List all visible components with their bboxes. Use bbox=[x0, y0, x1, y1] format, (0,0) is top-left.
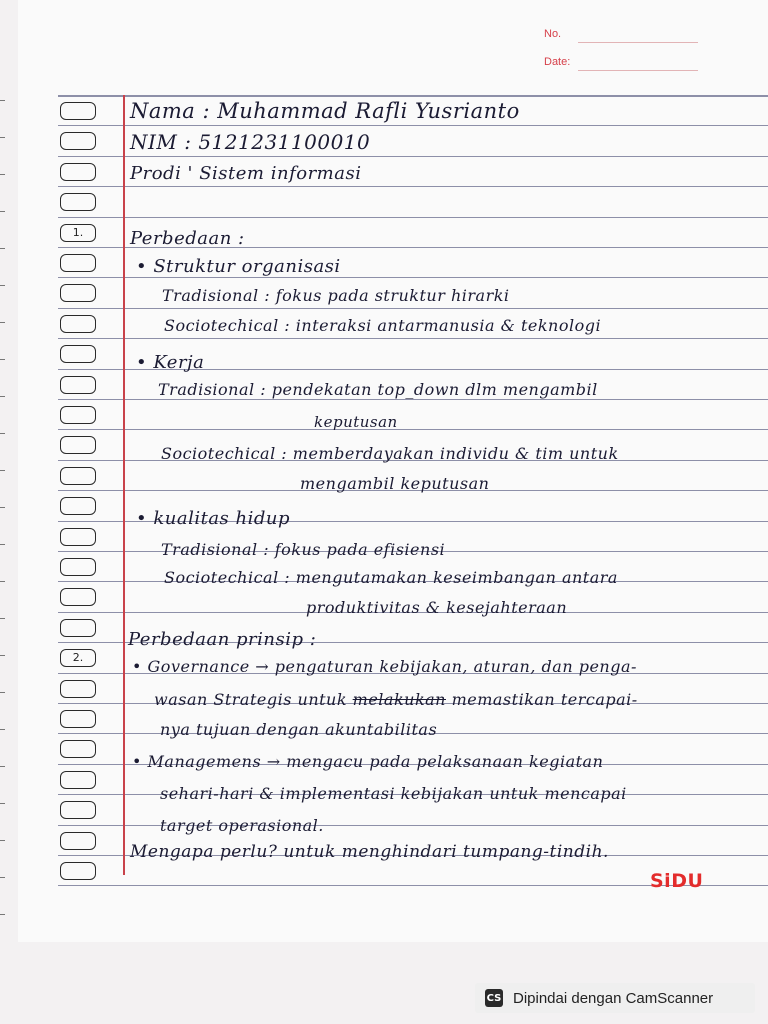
camscanner-text: Dipindai dengan CamScanner bbox=[513, 989, 714, 1007]
no-line bbox=[578, 42, 698, 43]
notebook-page bbox=[18, 0, 768, 942]
camscanner-icon: CS bbox=[485, 989, 503, 1007]
row-checkbox bbox=[60, 832, 96, 850]
top-rule bbox=[58, 95, 768, 97]
row-checkbox bbox=[60, 406, 96, 424]
edge-tick bbox=[0, 137, 5, 138]
governance-line-3: nya tujuan dengan akuntabilitas bbox=[160, 720, 438, 739]
camscanner-watermark bbox=[475, 983, 755, 1013]
ruled-line bbox=[58, 277, 768, 278]
heading-perbedaan: Perbedaan : bbox=[130, 228, 245, 249]
ruled-line bbox=[58, 156, 768, 157]
row-checkbox bbox=[60, 254, 96, 272]
kerja-sociotechical-2: mengambil keputusan bbox=[300, 474, 490, 493]
management-line-3: target operasional. bbox=[160, 816, 324, 835]
row-checkbox bbox=[60, 193, 96, 211]
row-checkbox: 1. bbox=[60, 224, 96, 242]
ruled-line bbox=[58, 186, 768, 187]
row-checkbox bbox=[60, 102, 96, 120]
date-label: Date: bbox=[544, 56, 571, 68]
row-checkbox bbox=[60, 132, 96, 150]
row-checkbox bbox=[60, 163, 96, 181]
governance-text-a: wasan Strategis untuk bbox=[154, 690, 348, 709]
row-checkbox bbox=[60, 497, 96, 515]
edge-tick bbox=[0, 914, 5, 915]
kerja-sociotechical-1: Sociotechical : memberdayakan individu & tim untuk bbox=[161, 444, 619, 463]
struck-word: melakukan bbox=[352, 690, 446, 709]
row-checkbox bbox=[60, 680, 96, 698]
row-checkbox bbox=[60, 588, 96, 606]
edge-tick bbox=[0, 544, 5, 545]
bullet-kualitas-hidup: • kualitas hidup bbox=[136, 508, 290, 529]
edge-tick bbox=[0, 877, 5, 878]
row-checkbox bbox=[60, 345, 96, 363]
ruled-line bbox=[58, 125, 768, 126]
row-checkbox bbox=[60, 619, 96, 637]
row-checkbox bbox=[60, 771, 96, 789]
name-line: Nama : Muhammad Rafli Yusrianto bbox=[130, 99, 520, 123]
row-checkbox bbox=[60, 740, 96, 758]
no-label: No. bbox=[544, 28, 562, 40]
edge-tick bbox=[0, 507, 5, 508]
governance-text-b: memastikan tercapai- bbox=[451, 690, 638, 709]
edge-tick bbox=[0, 359, 5, 360]
struktur-sociotechical: Sociotechical : interaksi antarmanusia & teknologi bbox=[164, 316, 602, 335]
row-checkbox bbox=[60, 376, 96, 394]
ruled-line bbox=[58, 308, 768, 309]
row-checkbox bbox=[60, 436, 96, 454]
edge-tick bbox=[0, 655, 5, 656]
ruled-line bbox=[58, 429, 768, 430]
row-checkbox: 2. bbox=[60, 649, 96, 667]
edge-tick bbox=[0, 692, 5, 693]
row-checkbox bbox=[60, 558, 96, 576]
row-checkbox bbox=[60, 862, 96, 880]
edge-tick bbox=[0, 840, 5, 841]
edge-tick bbox=[0, 618, 5, 619]
edge-tick bbox=[0, 174, 5, 175]
heading-perbedaan-prinsip: Perbedaan prinsip : bbox=[128, 629, 317, 650]
edge-tick bbox=[0, 322, 5, 323]
date-line bbox=[578, 70, 698, 71]
edge-tick bbox=[0, 396, 5, 397]
row-checkbox bbox=[60, 467, 96, 485]
struktur-tradisional: Tradisional : fokus pada struktur hirarki bbox=[162, 286, 510, 305]
kualitas-sociotechical-2: produktivitas & kesejahteraan bbox=[306, 598, 568, 617]
edge-tick bbox=[0, 285, 5, 286]
governance-line-2 bbox=[154, 690, 638, 709]
prodi-line: Prodi ' Sistem informasi bbox=[130, 163, 362, 184]
margin-line bbox=[123, 95, 125, 875]
edge-tick bbox=[0, 803, 5, 804]
kualitas-sociotechical-1: Sociotechical : mengutamakan keseimbangan antara bbox=[164, 568, 618, 587]
kerja-tradisional-1: Tradisional : pendekatan top_down dlm mengambil bbox=[158, 380, 598, 399]
edge-tick bbox=[0, 729, 5, 730]
kerja-tradisional-2: keputusan bbox=[314, 413, 398, 431]
management-line-1: • Managemens → mengacu pada pelaksanaan kegiatan bbox=[132, 752, 604, 771]
row-checkbox bbox=[60, 284, 96, 302]
management-line-2: sehari-hari & implementasi kebijakan untuk mencapai bbox=[160, 784, 627, 803]
kualitas-tradisional: Tradisional : fokus pada efisiensi bbox=[161, 540, 446, 559]
row-checkbox bbox=[60, 315, 96, 333]
edge-tick bbox=[0, 248, 5, 249]
nim-line: NIM : 5121231100010 bbox=[130, 130, 371, 154]
ruled-line bbox=[58, 338, 768, 339]
bullet-kerja: • Kerja bbox=[136, 352, 205, 373]
row-checkbox bbox=[60, 528, 96, 546]
edge-tick bbox=[0, 433, 5, 434]
row-checkbox bbox=[60, 801, 96, 819]
question-line: Mengapa perlu? untuk menghindari tumpang-tindih. bbox=[130, 842, 609, 862]
edge-tick bbox=[0, 211, 5, 212]
ruled-line bbox=[58, 399, 768, 400]
edge-tick bbox=[0, 766, 5, 767]
ruled-line bbox=[58, 217, 768, 218]
edge-tick bbox=[0, 470, 5, 471]
row-checkbox bbox=[60, 710, 96, 728]
sidu-brand-logo: SiDU bbox=[650, 870, 704, 892]
governance-line-1: • Governance → pengaturan kebijakan, aturan, dan penga- bbox=[132, 657, 637, 676]
bullet-struktur: • Struktur organisasi bbox=[136, 256, 341, 277]
edge-tick bbox=[0, 581, 5, 582]
edge-tick bbox=[0, 100, 5, 101]
